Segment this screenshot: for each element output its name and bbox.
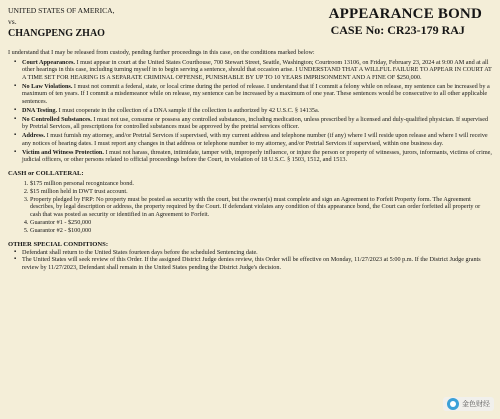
other-conditions-title: OTHER SPECIAL CONDITIONS: [8, 240, 109, 248]
condition-title: DNA Testing. [22, 106, 58, 114]
condition-item [22, 83, 492, 106]
condition-text: I must cooperate in the collection of a DNA sample if the collection is authorized by 42 U.S.C. § 14135a. [57, 106, 320, 114]
condition-item [22, 59, 492, 82]
versus: vs. [8, 16, 17, 26]
title-block [329, 6, 482, 38]
cash-item: 3. Property pledged by FRP: No property must be posted as security with the court, but the owner(s) must complete and sign an Agreement to Forfeit Property form. The Agreement describes, by legal description or address, the property required by the Court. If defendant violates any condition of this appearance bond, the Court can order forfeited all property or cash that was posted as security or identified in an Agreement to Forfeit. [30, 196, 492, 219]
condition-item [22, 132, 492, 147]
case-number: CASE No: CR23-179 RAJ [330, 23, 465, 37]
plaintiff: UNITED STATES OF AMERICA, [8, 6, 115, 15]
cash-item: 4. Guarantor #1 - $250,000 [30, 219, 492, 227]
watermark-text: 金色财经 [462, 400, 490, 408]
condition-text: I must furnish my attorney, and/or Pretrial Services if supervised, with my current address and telephone number (if any) where I will reside upon release and where I will receive any notices of hearing dates. I must report any changes in that address or telephone number to my attorney, and/or Pretrial Services if supervised, within one business day. [22, 132, 488, 147]
cash-item: 2. $15 million held in DWT trust account. [30, 188, 492, 196]
condition-text: I must not harass, threaten, intimidate, tamper with, improperly influence, or injure the person or property of witnesses, jurors, informants, victims of crime, judicial officers, or other persons related to official proceedings before the Court, in violation of 18 U.S.C. § 1503, 1512, and 1513. [22, 148, 492, 164]
cash-list [8, 180, 492, 235]
condition-title: Victim and Witness Protection. [22, 148, 104, 156]
condition-item [22, 116, 492, 131]
document-title: APPEARANCE BOND [328, 6, 482, 22]
case-caption [8, 6, 115, 40]
cash-item: 1. $175 million personal recognizance bond. [30, 180, 492, 188]
other-conditions-list [8, 249, 492, 272]
watermark [443, 397, 494, 411]
conditions-list [8, 59, 492, 164]
cash-section-title: CASH or COLLATERAL: [8, 169, 84, 177]
intro-text: I understand that I may be released from custody, pending further proceedings in this case, on the conditions marked below: [8, 49, 315, 56]
other-condition-item: ▪ The United States will seek review of this Order. If the assigned District Judge denies review, this Order will be effective on Monday, 11/27/2023 at 5:00 p.m. If the District Judge grants review by 11/27/2023, Defendant shall remain in the United States pending the District Judge's decision. [22, 256, 492, 271]
condition-item [22, 107, 492, 115]
condition-title: No Controlled Substances. [22, 115, 92, 123]
condition-title: No Law Violations. [22, 82, 73, 90]
defendant-name: CHANGPENG ZHAO [8, 28, 105, 39]
condition-text: I must not commit a federal, state, or local crime during the period of release. I understand that if I commit a felony while on release, my sentence can be increased by a maximum of ten years. If I commit a misdemeanor while on release, my sentence can be increased by a maximum of one year. These sentences would be consecutive to all other applicable sentences. [22, 82, 490, 105]
condition-text: I must appear in court at the United States Courthouse, 700 Stewart Street, Seattle, Washington; Courtroom 13106, on Friday, February 23, 2024 at 9:00 AM and at all other hearings in this case, including turning myself in to begin serving a sentence, should that occasion arise. I UNDERSTAND THAT A WILLFUL FAILURE TO APPEAR IN COURT AT A TIME SET FOR HEARING IS A SEPARATE CRIMINAL OFFENSE, PUNISHABLE BY UP TO 10 YEARS IMPRISONMENT AND A FINE OF $250,000. [22, 58, 492, 81]
condition-text: I must not use, consume or possess any controlled substances, including medication, unless prescribed by a licensed and duly-qualified physician. If supervised by Pretrial Services, all prescriptions for controlled substances must be approved by the pretrial services officer. [22, 115, 489, 131]
condition-title: Address. [22, 132, 46, 140]
cash-item: 5. Guarantor #2 - $100,000 [30, 227, 492, 235]
other-condition-item: ▪ Defendant shall return to the United States fourteen days before the scheduled Sentencing date. [22, 249, 492, 257]
condition-title: Court Appearances. [22, 58, 75, 66]
condition-item [22, 149, 492, 164]
document-header [8, 6, 492, 46]
wechat-channel-icon [447, 398, 459, 410]
